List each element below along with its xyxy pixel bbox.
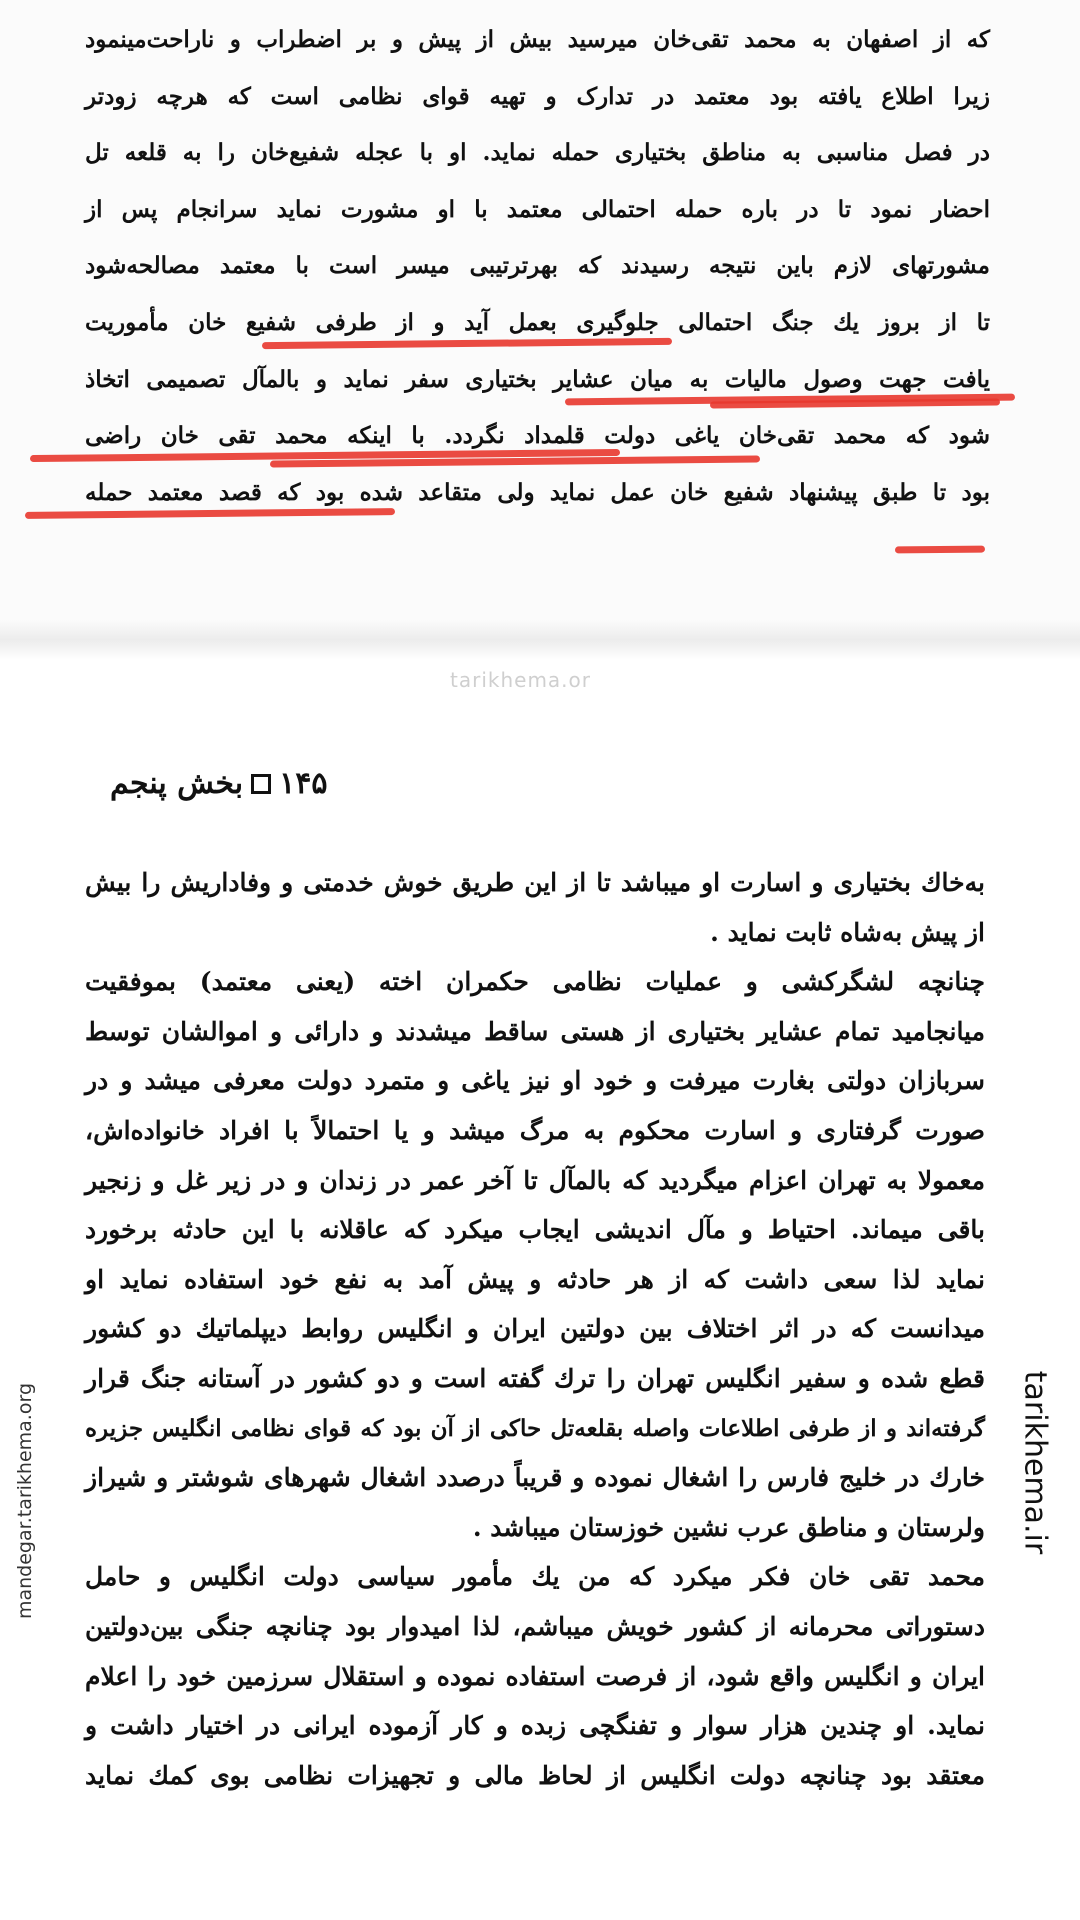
text-line: چنانچه لشگرکشی و عملیات نظامی حکمران اخته (یعنی معتمد) بموفقیت <box>85 967 985 997</box>
text-line: ولرستان و مناطق عرب نشین خوزستان میباشد . <box>472 1512 985 1542</box>
side-watermark-left: mandegar.tarikhema.org <box>14 1382 36 1620</box>
square-icon <box>251 774 271 794</box>
text-line: معتقد بود چنانچه دولت انگلیس از لحاظ مالی و تجهیزات نظامی بوی کمك نماید <box>85 1760 985 1790</box>
page-header <box>110 766 327 801</box>
text-line: محمد تقی خان فکر میکرد که من یك مأمور سیاسی دولت انگلیس و حامل <box>85 1562 985 1592</box>
text-line: سربازان دولتی بغارت میرفت و خود او نیز یاغی و متمرد دولت معرفی میشد و در <box>85 1066 985 1096</box>
text-line: تا از بروز یك جنگ احتمالی جلوگیری بعمل آید و از طرفی شفیع خان مأموریت <box>85 308 990 336</box>
chapter-title: بخش پنجم <box>110 766 244 801</box>
text-line: میدانست که در اثر اختلاف بین دولتین ایران و انگلیس روابط دیپلماتیك دو کشور <box>85 1314 985 1344</box>
text-line: باقی میماند. احتیاط و مآل اندیشی ایجاب میکرد که عاقلانه با این حادثه برخورد <box>85 1215 985 1245</box>
text-line: در فصل مناسبی به مناطق بختیاری حمله نماید. او با عجله شفیع‌خان را به قلعه تل <box>85 139 990 167</box>
watermark-text: tarikhema.or <box>450 668 591 692</box>
top-page-paragraph <box>85 12 990 521</box>
bottom-page-paragraph <box>85 858 985 1800</box>
text-line: دستوراتی محرمانه از کشور خویش میباشم، لذا امیدوار بود چنانچه جنگی بین‌دولتین <box>85 1611 985 1641</box>
text-line: احضار نمود تا در باره حمله احتمالی معتمد با او مشورت نماید سرانجام پس از <box>85 195 990 223</box>
text-line: شود که محمد تقی‌خان یاغی دولت قلمداد نگردد. با اینکه محمد تقی خان راضی <box>85 422 990 450</box>
highlight-underline <box>895 546 985 554</box>
text-line: به‌خاك بختیاری و اسارت او میباشد تا از این طریق خوش خدمتی و وفاداریش را بیش <box>85 868 985 897</box>
side-watermark-right: tarikhema.ir <box>1017 1370 1053 1555</box>
text-line: از پیش به‌شاه ثابت نماید . <box>710 917 985 947</box>
text-line: نماید. او چندین هزار سوار و تفنگچی زبده و کار آزموده ایرانی در اختیار داشت و <box>85 1711 985 1741</box>
text-line: گرفته‌اند و از طرفی اطلاعات واصله بقلعه‌تل حاکی از آن بود که قوای نظامی انگلیس جزیره <box>85 1414 985 1442</box>
text-line: مشورتهای لازم باین نتیجه رسیدند که بهرترتیبی میسر است با معتمد مصالحه‌شود <box>85 252 990 280</box>
page-number: ۱۴۵ <box>279 766 328 801</box>
text-line: قطع شده و سفیر انگلیس تهران را ترك گفته است و دو کشور در آستانه جنگ قرار <box>85 1363 985 1393</box>
text-line: ایران و انگلیس واقع شود، از فرصت استفاده نموده و استقلال سرزمین خود را اعلام <box>85 1661 985 1691</box>
text-line: میانجامید تمام عشایر بختیاری از هستی ساقط میشدند و دارائی و اموالشان توسط <box>85 1016 985 1046</box>
text-line: صورت گرفتاری و اسارت محکوم به مرگ میشد و یا احتمالاً با افراد خانواده‌اش، <box>85 1115 985 1145</box>
text-line: معمولا به تهران اعزام میگردید که بالمآل تا آخر عمر در زندان و در زیر غل و زنجیر <box>85 1165 985 1195</box>
text-line: یافت جهت وصول مالیات به میان عشایر بختیاری سفر نماید و بالمآل تصمیمی اتخاذ <box>85 365 990 393</box>
text-line: بود تا طبق پیشنهاد شفیع خان عمل نماید ولی متقاعد شده بود که قصد معتمد حمله <box>85 478 990 506</box>
page-divider <box>0 620 1080 660</box>
text-line: زیرا اطلاع یافته بود معتمد در تدارک و تهیه قوای نظامی است که هرچه زودتر <box>85 82 990 110</box>
text-line: که از اصفهان به محمد تقی‌خان میرسید بیش از پیش و بر اضطراب و ناراحت‌مینمود <box>85 26 990 53</box>
text-line: نماید لذا سعی داشت که از هر حادثه و پیش آمد به نفع خود استفاده نماید او <box>85 1264 985 1294</box>
text-line: خارك در خلیج فارس را اشغال نموده و قریباً درصدد اشغال شهرهای شوشتر و شیراز <box>85 1463 985 1493</box>
